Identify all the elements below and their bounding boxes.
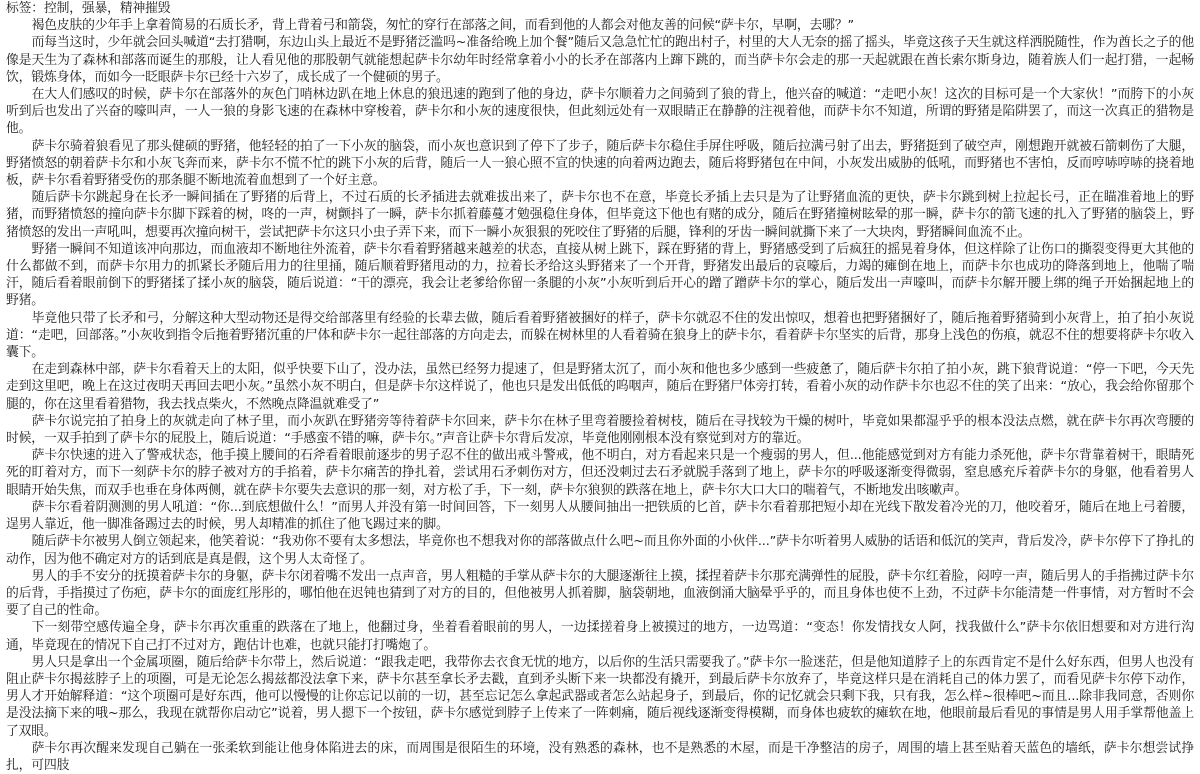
story-paragraph: 萨卡尔看着阴测测的男人吼道：“你...到底想做什么！”而男人并没有第一时间回答，下一刻男人从腰间抽出一把铁质的匕首，萨卡尔看着那把短小却在光线下散发着冷光的刀，他咬着牙，随后在地上弓着腰，逞男人靠近，他一脚准备踢过去的时候，男人却精准的抓住了他飞踢过来的脚。 xyxy=(6,499,1194,533)
story-text xyxy=(6,17,1194,774)
story-paragraph: 随后萨卡尔跳起身在长矛一瞬间插在了野猪的后背上，不过石质的长矛插进去就难拔出来了，萨卡尔也不在意，毕竟长矛插上去只是为了让野猪血流的更快，萨卡尔跳到树上拉起长弓，正在瞄准着地上的野猪，而野猪愤怒的撞向萨卡尔脚下踩着的树，咚的一声，树颤抖了一瞬，萨卡尔抓着藤蔓才勉强稳住身体，但毕竟这下他也有赌的成分，随后在野猪撞树眩晕的那一瞬，萨卡尔的箭飞速的扎入了野猪的脑袋上，野猪愤怒的发出一声吼叫，想要再次撞向树干，尝试把萨卡尔这只小虫子弄下来，而下一瞬小灰狠狠的死咬住了野猪的后腿，锋利的牙齿一瞬间就撕下来了一大块肉，野猪瞬间血流不止。 xyxy=(6,190,1194,240)
story-paragraph: 在走到森林中部，萨卡尔看着天上的太阳，似乎快要下山了，没办法，虽然已经努力提速了，但是野猪太沉了，而小灰和他也多少感到一些疲惫了，随后萨卡尔拍了拍小灰，跳下狼背说道：“停一下吧，今天先走到这里吧，晚上在这过夜明天再回去吧小灰。”虽然小灰不明白，但是萨卡尔这样说了，他也只是发出低低的呜咽声，随后在野猪尸体旁打转，看着小灰的动作萨卡尔也忍不住的笑了出来：“放心，我会给你留那个腿的，你在这里看着猎物，我去找点柴火，不然晚点降温就难受了” xyxy=(6,362,1194,412)
story-paragraph: 萨卡尔再次醒来发现自己躺在一张柔软到能让他身体陷进去的床，而周围是很陌生的环境，没有熟悉的森林，也不是熟悉的木屋，而是干净整洁的房子，周围的墙上甚至贴着天蓝色的墙纸，萨卡尔想尝试挣扎，可四肢 xyxy=(6,740,1194,773)
story-paragraph: 野猪一瞬间不知道该冲向那边，而血液却不断地往外流着，萨卡尔看着野猪越来越差的状态，直接从树上跳下，踩在野猪的背上，野猪感受到了后疯狂的摇晃着身体，但这样除了让伤口的撕裂变得更大其他的什么都做不到，而萨卡尔用力的抓紧长矛随后用力的往里捅，随后顺着野猪甩动的力，拉着长矛给这头野猪来了一个开背，野猪发出最后的哀嚎后，力竭的瘫倒在地上，而萨卡尔也成功的降落到地上，他喘了喘汗，随后看着眼前倒下的野猪揉了揉小灰的脑袋，随后说道：“干的漂亮，我会让老爹给你留一条腿的小灰”小灰听到后开心的蹭了蹭萨卡尔的掌心，随后发出一声嚎叫，而萨卡尔解开腰上绑的绳子开始捆起地上的野猪。 xyxy=(6,241,1194,309)
story-paragraph: 褐色皮肤的少年手上拿着简易的石质长矛，背上背着弓和箭袋，匆忙的穿行在部落之间，而看到他的人都会对他友善的问候“萨卡尔，早啊，去哪？” xyxy=(31,18,854,34)
story-paragraph: 下一刻带空感传遍全身，萨卡尔再次重重的跌落在了地上，他翻过身，坐着看着眼前的男人，一边揉搓着身上被摸过的地方，一边骂道：“变态！你发情找女人阿，找我做什么”萨卡尔依旧想要和对方进行沟通，毕竟现在的情况下自己打不过对方，跑估计也难，也就只能打打嘴炮了。 xyxy=(6,620,1194,653)
story-paragraph: 萨卡尔说完拍了拍身上的灰就走向了林子里，而小灰趴在野猪旁等待着萨卡尔回来，萨卡尔在林子里弯着腰捡着树枝，随后在寻找较为干燥的树叶，毕竟如果都湿乎乎的根本没法点燃，就在萨卡尔再次弯腰的时候，一双手拍到了萨卡尔的屁股上，随后说道：“手感蛮不错的嘛，萨卡尔。”声音让萨卡尔背后发凉，毕竟他刚刚根本没有察觉到对方的靠近。 xyxy=(6,413,1194,447)
story-paragraph: 男人只是拿出一个金属项圈，随后给萨卡尔带上，然后说道：“跟我走吧，我带你去衣食无忧的地方，以后你的生活只需要我了。”萨卡尔一脸迷茫，但是他知道脖子上的东西肯定不是什么好东西，但男人也没有阻止萨卡尔揭兹脖子上的项圈，可是无论怎么揭兹都没法拿下来，萨卡尔甚至拿长矛去戳，直到矛头断下来一块都没有撬开，到最后萨卡尔放弃了，毕竟这样只是在消耗自己的体力罢了，而看见萨卡尔停下动作，男人才开始解释道：“这个项圈可是好东西，他可以慢慢的让你忘记以前的一切，甚至忘记怎么拿起武器或者怎么站起身子，到最后，你的记忆就会只剩下我，只有我，怎么样~很棒吧~而且...除非我同意，否则你是没法摘下来的哦~那么，我现在就帮你启动它”说着，男人摁下一个按钮，萨卡尔感觉到脖子上传来了一阵刺痛，随后视线逐渐变得模糊，而身体也疲软的瘫软在地，他眼前最后看见的事情是男人用手掌帮他盖上了双眼。 xyxy=(6,654,1194,739)
story-paragraph: 在大人们感叹的时候，萨卡尔在部落外的灰色门哨林边趴在地上休息的狼迅速的跑到了他的身边，萨卡尔顺着力之间骑到了狼的背上，他兴奋的喊道：“走吧小灰！这次的目标可是一个大家伙！”而胯下的小灰听到后也发出了兴奋的嚎叫声，一人一狼的身影飞速的在森林中穿梭着，萨卡尔和小灰的速度很快，但此刻远处有一双眼睛正在静静的注视着他，而萨卡尔不知道，所谓的野猪是陷阱罢了，而这一次真正的猎物是他。 xyxy=(6,87,1194,137)
story-paragraph: 男人的手不安分的抚摸着萨卡尔的身躯，萨卡尔闭着嘴不发出一点声音，男人粗糙的手掌从萨卡尔的大腿逐渐往上摸，揉捏着萨卡尔那充满弹性的屁股，萨卡尔红着脸，闷哼一声，随后男人的手指拂过萨卡尔的后背，手指摸过了伤疤，萨卡尔的面庞红彤彤的，哪怕他在迟钝也猜到了对方的目的，但他被男人抓着脚，脑袋朝地，血液倒涌大脑晕乎乎的，而且身体也使不上劲，不过萨卡尔能清楚一件事情，对方暂时不会要了自己的性命。 xyxy=(6,568,1194,619)
story-paragraph: 萨卡尔快速的进入了警戒状态，他手摸上腰间的石斧看着眼前逐步的男子忍不住的做出戒斗警戒，他不明白，对方看起来只是一个瘦弱的男人，但...他能感觉到对方有能力杀死他，萨卡尔背靠着树干，眼睛死死的盯着对方，而下一刻萨卡尔的脖子被对方的手掐着，萨卡尔痛苦的挣扎着，尝试用石矛刺伤对方，但还没刺过去石矛就脱手落到了地上，萨卡尔的呼吸逐渐变得微弱，窒息感充斥着萨卡尔的身躯，他看着男人眼睛开始失焦，而双手也垂在身体两侧，就在萨卡尔要失去意识的那一刻，对方松了手，下一刻，萨卡尔狼狈的跌落在地上，萨卡尔大口大口的喘着气，不断地发出咳嗽声。 xyxy=(6,448,1194,498)
tags-line: 标签：控制，强暴，精神摧毁 xyxy=(6,1,171,16)
story-paragraph: 毕竟他只带了长矛和弓，分解这种大型动物还是得交给部落里有经验的长辈去做，随后看着野猪被捆好的样子，萨卡尔就忍不住的发出惊叹，想着也把野猪捆好了，随后拖着野猪骑到小灰背上，拍了拍小灰说道：“走吧，回部落。”小灰收到指令后拖着野猪沉重的尸体和萨卡尔一起往部落的方向走去，而躲在树林里的人看着骑在狼身上的萨卡尔，看着萨卡尔坚实的后背，那身上浅色的伤痕，就忍不住的想要将萨卡尔收入囊下。 xyxy=(6,310,1194,361)
story-paragraph: 而每当这时，少年就会回头喊道“去打猎啊，东边山头上最近不是野猪泛滥吗~准备给晚上加个餐”随后又急急忙忙的跑出村子，村里的大人无奈的摇了摇头，毕竟这孩子天生就这样洒脱随性，作为酋长之子的他像是天生为了森林和部落而诞生的那般，让人看见他的那股朝气就能想起萨卡尔幼年时经常拿着小小的长矛在部落内上蹿下跳的，而当萨卡尔会走的那一天起就跟在酋长索尔斯身边，随着族人们一起打猎，一起畅饮，锻炼身体，而如今一眨眼萨卡尔已经十六岁了，成长成了一个健硕的男子。 xyxy=(6,35,1194,85)
story-paragraph: 萨卡尔骑着狼看见了那头健硕的野猪，他轻轻的拍了一下小灰的脑袋，而小灰也意识到了停下了步子，随后萨卡尔稳住手屏住呼吸，随后拉满弓射了出去，野猪挺到了破空声，刚想跑开就被石箭刺伤了大腿，野猪愤怒的朝着萨卡尔和小灰飞奔而来，萨卡尔不慌不忙的跳下小灰的后背，随后一人一狼心照不宣的快速的向着两边跑去，随后将野猪包在中间，小灰发出威胁的低吼，而野猪也不害怕，反而哼哧哼哧的挠着地板，萨卡尔看着野猪受伤的那条腿不断地流着血想到了一个好主意。 xyxy=(6,138,1194,189)
story-paragraph: 随后萨卡尔被男人倒立领起来，他笑着说：“我劝你不要有太多想法，毕竟你也不想我对你的部落做点什么吧~而且你外面的小伙伴...”萨卡尔听着男人威胁的话语和低沉的笑声，背后发冷，萨卡尔停下了挣扎的动作，因为他不确定对方的话到底是真是假，这个男人太奇怪了。 xyxy=(6,534,1194,567)
